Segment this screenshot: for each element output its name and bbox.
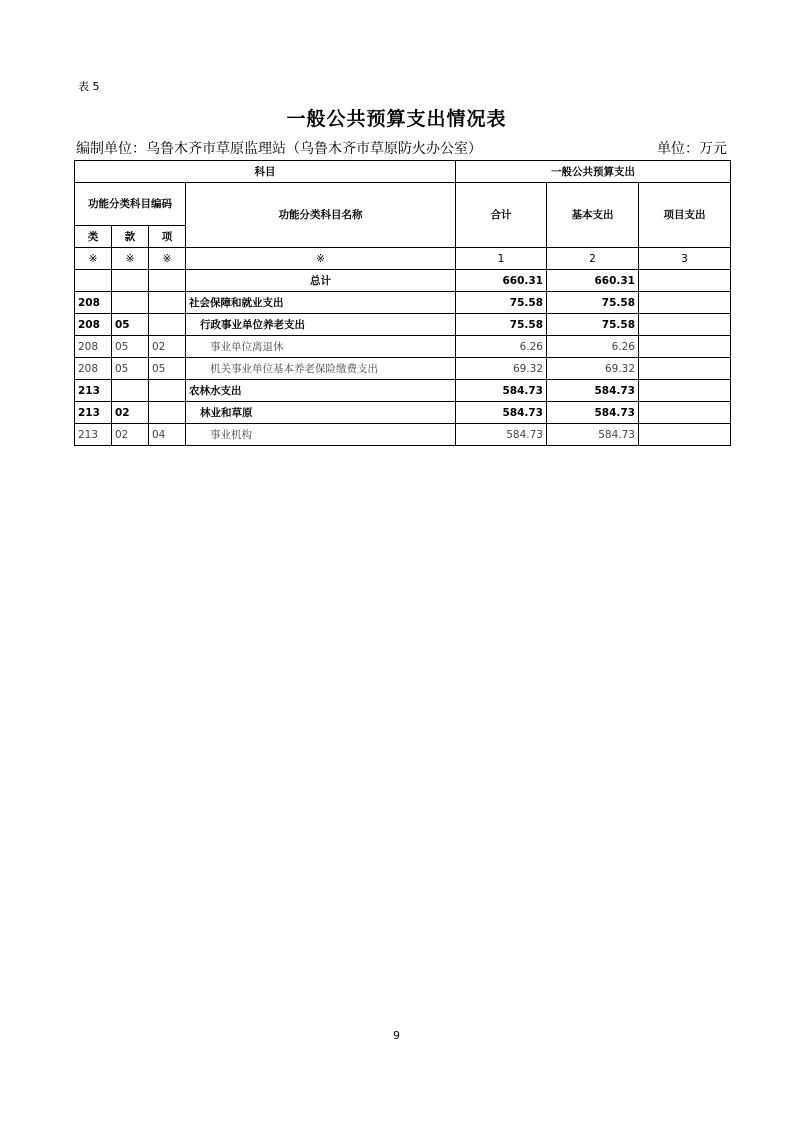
currency-unit: 单位：万元 — [657, 141, 727, 157]
col-index-2: 2 — [547, 248, 639, 270]
table-row — [75, 336, 731, 358]
xiang-cell: 04 — [149, 424, 186, 446]
header-row-2 — [75, 183, 731, 226]
mark-cell: ※ — [112, 248, 149, 270]
lei-cell: 213 — [75, 380, 112, 402]
table-row — [75, 402, 731, 424]
lei-cell: 208 — [75, 336, 112, 358]
header-row-1 — [75, 161, 731, 183]
total-label: 总计 — [186, 270, 456, 292]
xiang-cell — [149, 402, 186, 424]
project-cell — [639, 336, 731, 358]
kuan-cell: 02 — [112, 402, 149, 424]
budget-table — [74, 160, 731, 446]
name-header: 功能分类科目名称 — [186, 183, 456, 248]
basic-cell: 69.32 — [547, 358, 639, 380]
name-cell: 农林水支出 — [186, 380, 456, 402]
lei-cell: 208 — [75, 358, 112, 380]
total-basic: 660.31 — [547, 270, 639, 292]
empty-cell — [149, 270, 186, 292]
xiang-cell — [149, 380, 186, 402]
lei-cell: 208 — [75, 314, 112, 336]
table-row — [75, 292, 731, 314]
name-cell: 事业单位离退休 — [186, 336, 456, 358]
table-row — [75, 314, 731, 336]
budget-header: 一般公共预算支出 — [456, 161, 731, 183]
subject-header: 科目 — [75, 161, 456, 183]
total-project — [639, 270, 731, 292]
xiang-cell — [149, 292, 186, 314]
kuan-cell — [112, 292, 149, 314]
empty-cell — [75, 270, 112, 292]
kuan-cell: 05 — [112, 336, 149, 358]
project-header: 项目支出 — [639, 183, 731, 248]
total-cell: 6.26 — [456, 336, 547, 358]
mark-cell: ※ — [149, 248, 186, 270]
basic-cell: 75.58 — [547, 314, 639, 336]
total-cell: 584.73 — [456, 402, 547, 424]
table-row — [75, 358, 731, 380]
lei-cell: 213 — [75, 424, 112, 446]
lei-header: 类 — [75, 226, 112, 248]
name-cell: 事业机构 — [186, 424, 456, 446]
total-cell: 584.73 — [456, 424, 547, 446]
page-number: 9 — [393, 1029, 400, 1042]
basic-cell: 584.73 — [547, 424, 639, 446]
xiang-cell — [149, 314, 186, 336]
project-cell — [639, 424, 731, 446]
basic-cell: 75.58 — [547, 292, 639, 314]
col-index-3: 3 — [639, 248, 731, 270]
basic-cell: 584.73 — [547, 380, 639, 402]
lei-cell: 208 — [75, 292, 112, 314]
basic-cell: 584.73 — [547, 402, 639, 424]
kuan-cell — [112, 380, 149, 402]
mark-cell: ※ — [75, 248, 112, 270]
compiling-unit: 编制单位：乌鲁木齐市草原监理站（乌鲁木齐市草原防火办公室） — [76, 141, 482, 157]
basic-cell: 6.26 — [547, 336, 639, 358]
name-cell: 机关事业单位基本养老保险缴费支出 — [186, 358, 456, 380]
project-cell — [639, 314, 731, 336]
total-header: 合计 — [456, 183, 547, 248]
total-cell: 75.58 — [456, 314, 547, 336]
col-index-1: 1 — [456, 248, 547, 270]
unit-line — [76, 138, 727, 158]
kuan-cell: 05 — [112, 314, 149, 336]
kuan-cell: 05 — [112, 358, 149, 380]
lei-cell: 213 — [75, 402, 112, 424]
basic-header: 基本支出 — [547, 183, 639, 248]
kuan-header: 款 — [112, 226, 149, 248]
project-cell — [639, 292, 731, 314]
empty-cell — [112, 270, 149, 292]
name-cell: 行政事业单位养老支出 — [186, 314, 456, 336]
total-cell: 69.32 — [456, 358, 547, 380]
name-cell: 林业和草原 — [186, 402, 456, 424]
total-cell: 584.73 — [456, 380, 547, 402]
xiang-cell: 05 — [149, 358, 186, 380]
name-cell: 社会保障和就业支出 — [186, 292, 456, 314]
table-row — [75, 424, 731, 446]
xiang-cell: 02 — [149, 336, 186, 358]
xiang-header: 项 — [149, 226, 186, 248]
project-cell — [639, 380, 731, 402]
project-cell — [639, 358, 731, 380]
table-row — [75, 380, 731, 402]
marker-row — [75, 248, 731, 270]
total-amount: 660.31 — [456, 270, 547, 292]
mark-cell: ※ — [186, 248, 456, 270]
total-row — [75, 270, 731, 292]
code-header: 功能分类科目编码 — [75, 183, 186, 226]
kuan-cell: 02 — [112, 424, 149, 446]
total-cell: 75.58 — [456, 292, 547, 314]
page-title: 一般公共预算支出情况表 — [286, 108, 507, 130]
table-tag: 表 5 — [78, 80, 100, 93]
project-cell — [639, 402, 731, 424]
